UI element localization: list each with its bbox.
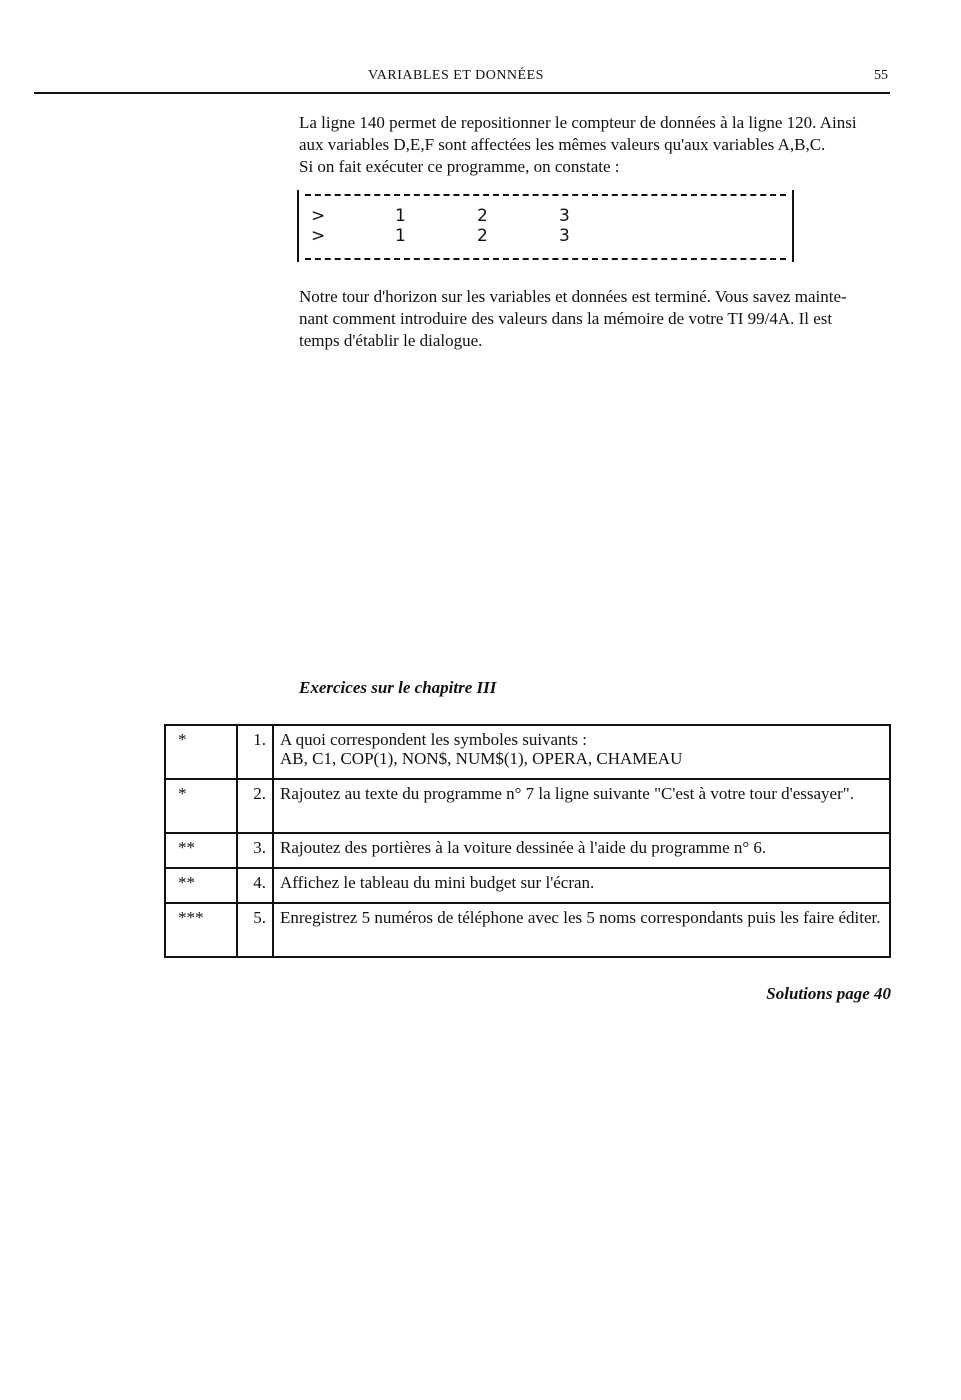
output-value: 2 <box>477 206 488 226</box>
paragraph-line: aux variables D,E,F sont affectées les mêmes valeurs qu'aux variables A,B,C. <box>299 135 826 154</box>
output-value: 1 <box>395 206 406 226</box>
exercise-number: 3. <box>237 833 273 868</box>
solutions-reference: Solutions page 40 <box>766 984 891 1003</box>
exercise-row <box>165 779 890 833</box>
exercise-row <box>165 903 890 957</box>
exercise-text: A quoi correspondent les symboles suivants : AB, C1, COP(1), NON$, NUM$(1), OPERA, CHAMEAU <box>273 725 890 779</box>
paragraph-line: Notre tour d'horizon sur les variables et données est terminé. Vous savez mainte- <box>299 287 847 306</box>
exercise-row <box>165 725 890 779</box>
running-title: VARIABLES ET DONNÉES <box>368 68 544 83</box>
difficulty-stars: * <box>165 779 237 833</box>
exercise-number: 5. <box>237 903 273 957</box>
screen-top-dashes <box>305 194 786 196</box>
exercise-number: 1. <box>237 725 273 779</box>
exercise-number: 4. <box>237 868 273 903</box>
exercise-number: 2. <box>237 779 273 833</box>
screen-bottom-dashes <box>305 258 786 260</box>
difficulty-stars: * <box>165 725 237 779</box>
exercise-row <box>165 833 890 868</box>
output-value: 2 <box>477 226 488 246</box>
paragraph-line: nant comment introduire des valeurs dans la mémoire de votre TI 99/4A. Il est <box>299 309 833 328</box>
paragraph-data-pointer <box>299 112 891 178</box>
paragraph-line: La ligne 140 permet de repositionner le compteur de données à la ligne 120. Ainsi <box>299 113 857 132</box>
screen-right-border <box>792 190 794 262</box>
page-header <box>34 64 890 94</box>
difficulty-stars: ** <box>165 833 237 868</box>
paragraph-conclusion <box>299 286 891 352</box>
difficulty-stars: ** <box>165 868 237 903</box>
paragraph-line: Si on fait exécuter ce programme, on constate : <box>299 157 620 176</box>
output-value: 3 <box>559 206 570 226</box>
exercise-row <box>165 868 890 903</box>
prompt-symbol: > <box>311 206 326 226</box>
output-value: 1 <box>395 226 406 246</box>
screen-left-border <box>297 190 299 262</box>
exercises-table <box>164 724 891 958</box>
screen-output-box <box>297 190 794 262</box>
exercise-text: Rajoutez au texte du programme n° 7 la ligne suivante "C'est à votre tour d'essayer". <box>273 779 890 833</box>
prompt-symbol: > <box>311 226 326 246</box>
exercises-title: Exercices sur le chapitre III <box>299 678 497 697</box>
paragraph-line: temps d'établir le dialogue. <box>299 331 483 350</box>
output-value: 3 <box>559 226 570 246</box>
page-number: 55 <box>874 68 888 83</box>
difficulty-stars: *** <box>165 903 237 957</box>
exercise-text: Rajoutez des portières à la voiture dessinée à l'aide du programme n° 6. <box>273 833 890 868</box>
exercise-text: Enregistrez 5 numéros de téléphone avec les 5 noms correspondants puis les faire éditer. <box>273 903 890 957</box>
exercise-text: Affichez le tableau du mini budget sur l'écran. <box>273 868 890 903</box>
